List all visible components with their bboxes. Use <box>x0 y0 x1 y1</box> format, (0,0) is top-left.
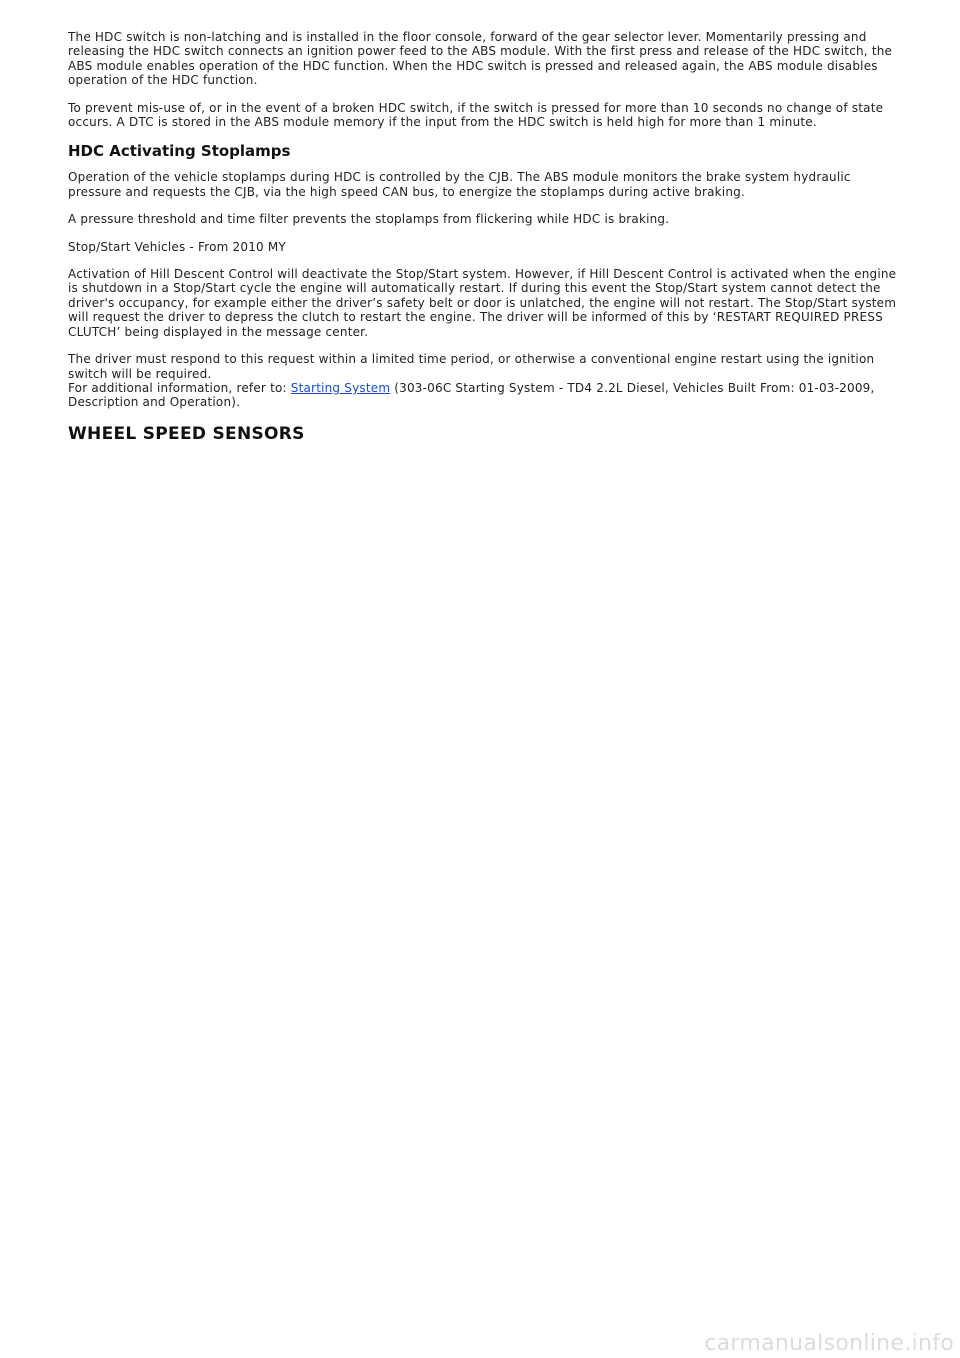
driver-response-text: The driver must respond to this request within a limited time period, or otherwise a conventional engine restart using the ignition switch will be required. <box>68 352 875 381</box>
reference-prefix: For additional information, refer to: <box>68 380 291 395</box>
heading-hdc-activating-stoplamps: HDC Activating Stoplamps <box>68 142 291 161</box>
paragraph-pressure-threshold: A pressure threshold and time filter prevents the stoplamps from flickering while HDC is braking. <box>68 212 670 227</box>
document-body <box>68 30 898 444</box>
starting-system-link[interactable]: Starting System <box>290 380 391 395</box>
paragraph-stoplamp-operation: Operation of the vehicle stoplamps during HDC is controlled by the CJB. The ABS module monitors the brake system hydraulic pressure and requests the CJB, via the high speed CAN bus, to energize the stoplamps during active braking. <box>68 170 851 199</box>
site-watermark: carmanualsonline.info <box>704 1331 954 1356</box>
paragraph-hdc-switch: The HDC switch is non-latching and is installed in the floor console, forward of the gear selector lever. Momentarily pressing and releasing the HDC switch connects an ignition power feed to the ABS module. With the first press and release of the HDC switch, the ABS module enables operation of the HDC function. When the HDC switch is pressed and released again, the ABS module disables operation of the HDC function. <box>68 30 893 88</box>
paragraph-hdc-stop-start: Activation of Hill Descent Control will deactivate the Stop/Start system. However, if Hill Descent Control is activated when the engine is shutdown in a Stop/Start cycle the engine will automatically restart. If during this event the Stop/Start system cannot detect the driver's occupancy, for example either the driver’s safety belt or door is unlatched, the engine will not restart. The Stop/Start system will request the driver to depress the clutch to restart the engine. The driver will be informed of this by ‘RESTART REQUIRED PRESS CLUTCH’ being displayed in the message center. <box>68 267 897 339</box>
heading-wheel-speed-sensors: WHEEL SPEED SENSORS <box>68 423 305 444</box>
reference-suffix: (303-06C Starting System - TD4 2.2L Diesel, Vehicles Built From: 01-03-2009, Description and Operation). <box>68 380 875 410</box>
paragraph-hdc-misuse: To prevent mis-use of, or in the event of a broken HDC switch, if the switch is pressed for more than 10 seconds no change of state occurs. A DTC is stored in the ABS module memory if the input from the HDC switch is held high for more than 1 minute. <box>68 100 884 130</box>
paragraph-stop-start-vehicles: Stop/Start Vehicles - From 2010 MY <box>68 239 286 254</box>
paragraph-driver-response <box>68 352 898 410</box>
